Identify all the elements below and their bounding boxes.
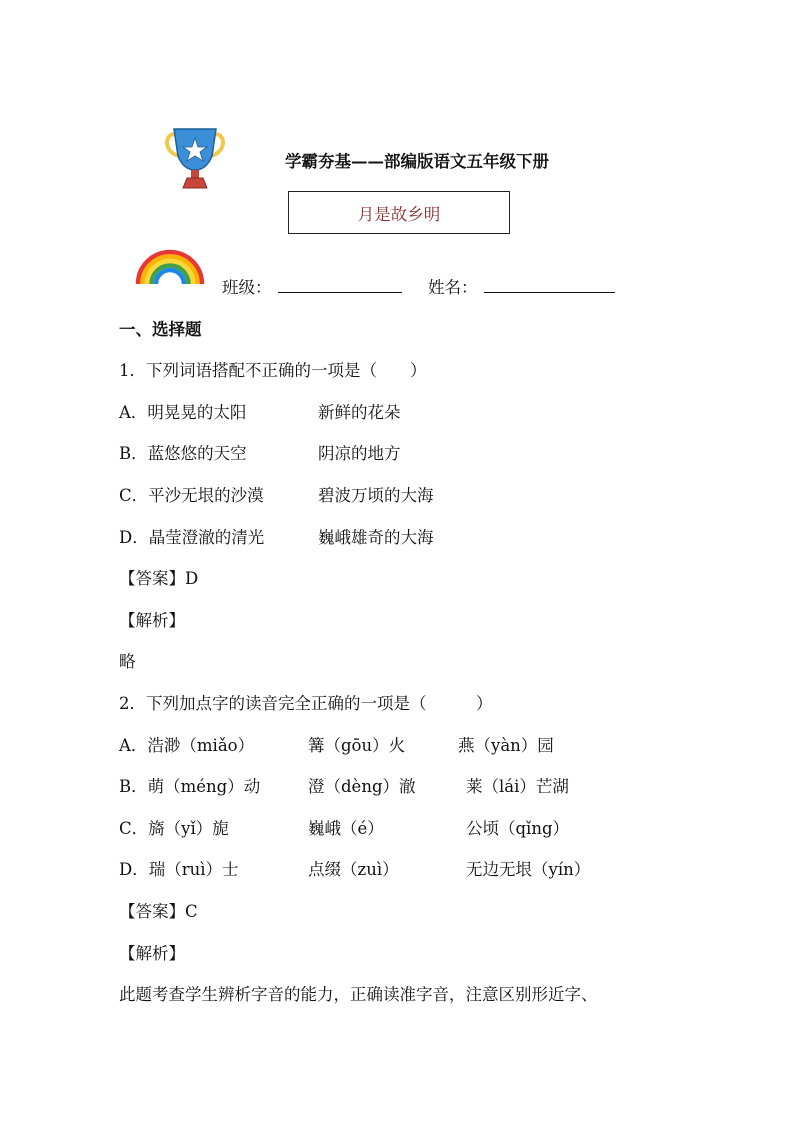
rainbow-icon bbox=[134, 246, 206, 286]
q2-analysis-text: 此题考查学生辨析字音的能力，正确读准字音，注意区别形近字、 bbox=[119, 985, 598, 1004]
q2-option-b-c: 莱（lái）芒湖 bbox=[466, 777, 569, 796]
trophy-icon bbox=[164, 126, 226, 190]
q1-option-b: B．蓝悠悠的天空 bbox=[119, 444, 247, 463]
q2-option-d: D．瑞（ruì）士 bbox=[119, 860, 239, 879]
class-label: 班级： bbox=[222, 278, 272, 297]
q2-analysis-label: 【解析】 bbox=[119, 944, 185, 963]
q1-analysis-text: 略 bbox=[119, 652, 136, 671]
q2-option-a-b: 篝（gōu）火 bbox=[308, 736, 406, 755]
q2-option-c: C．旖（yǐ）旎 bbox=[119, 819, 229, 838]
q1-analysis-label: 【解析】 bbox=[119, 611, 185, 630]
q2-option-d-c: 无边无垠（yín） bbox=[466, 860, 591, 879]
q1-option-a: A．明晃晃的太阳 bbox=[119, 403, 247, 422]
lesson-title: 月是故乡明 bbox=[357, 204, 441, 224]
q2-option-a: A．浩渺（miǎo） bbox=[119, 736, 255, 755]
q1-option-c: C．平沙无垠的沙漠 bbox=[119, 486, 264, 505]
q1-stem: 1．下列词语搭配不正确的一项是（ ） bbox=[119, 361, 427, 380]
q2-option-c-c: 公顷（qǐng） bbox=[466, 819, 570, 838]
q2-option-d-b: 点缀（zuì） bbox=[308, 860, 399, 879]
q1-option-b-b: 阴凉的地方 bbox=[318, 444, 401, 463]
lesson-title-box bbox=[288, 191, 510, 234]
q2-option-b-b: 澄（dèng）澈 bbox=[308, 777, 416, 796]
section-heading: 一、选择题 bbox=[119, 320, 202, 339]
q1-answer: 【答案】D bbox=[119, 569, 199, 588]
q1-option-d-b: 巍峨雄奇的大海 bbox=[318, 528, 434, 547]
q2-option-b: B．萌（méng）动 bbox=[119, 777, 261, 796]
q2-option-a-c: 燕（yàn）园 bbox=[458, 736, 554, 755]
q1-option-c-b: 碧波万顷的大海 bbox=[318, 486, 434, 505]
q1-option-d: D．晶莹澄澈的清光 bbox=[119, 528, 265, 547]
class-fill-line[interactable] bbox=[278, 292, 402, 293]
q2-option-c-b: 巍峨（é） bbox=[308, 819, 384, 838]
name-label: 姓名： bbox=[428, 278, 478, 297]
q2-answer: 【答案】C bbox=[119, 902, 198, 921]
q2-stem: 2．下列加点字的读音完全正确的一项是（ ） bbox=[119, 694, 493, 713]
document-title: 学霸夯基——部编版语文五年级下册 bbox=[285, 152, 549, 171]
q1-option-a-b: 新鲜的花朵 bbox=[318, 403, 401, 422]
name-fill-line[interactable] bbox=[484, 292, 615, 293]
